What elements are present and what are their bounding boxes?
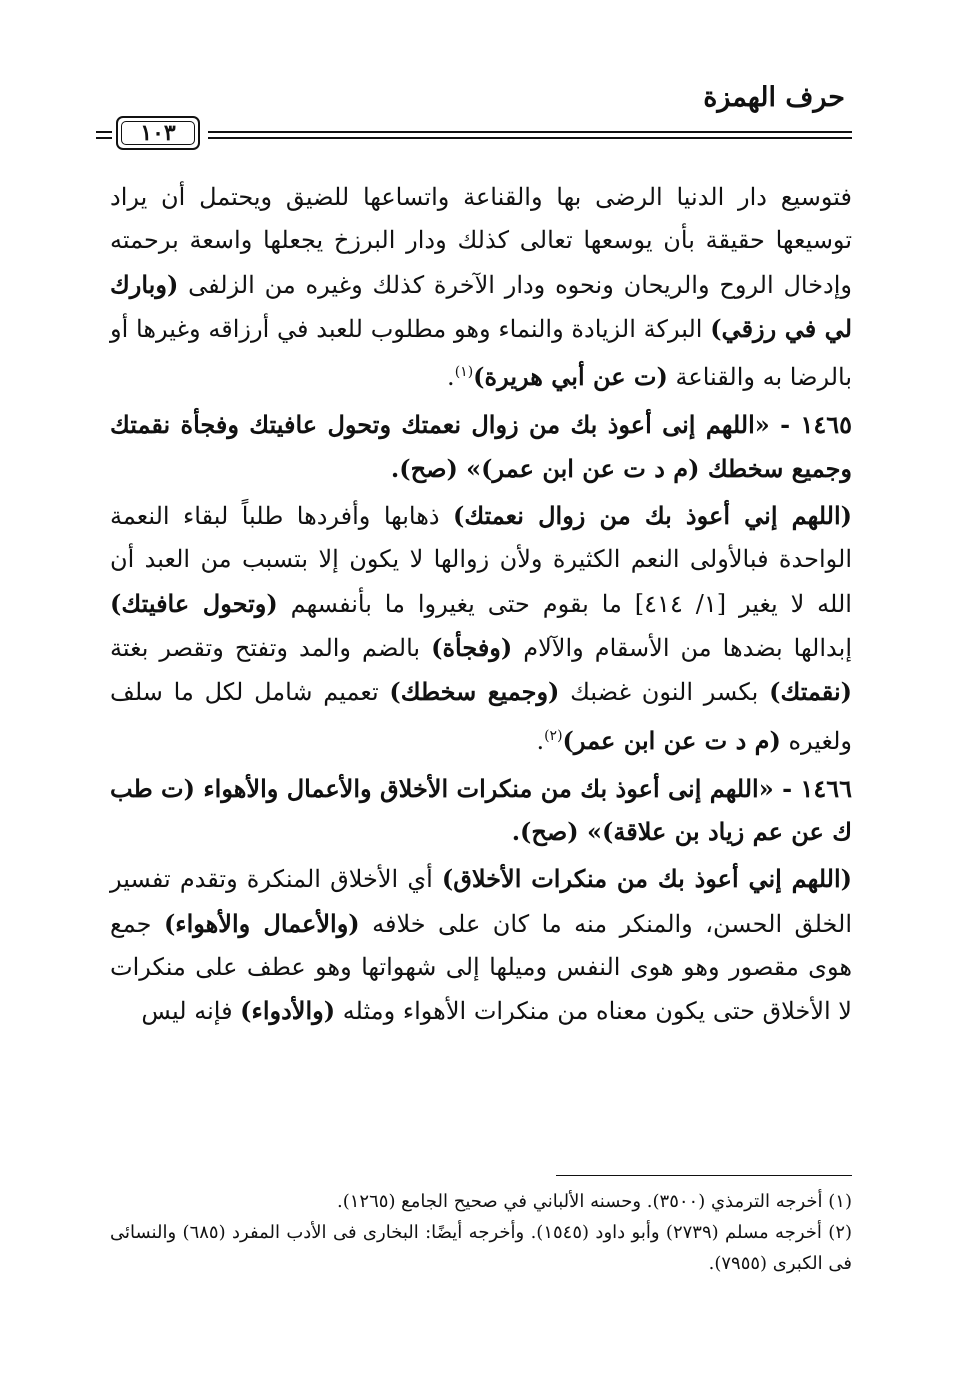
- footnote-2: (٢) أخرجه مسلم (٢٧٣٩) وأبو داود (١٥٤٥). وأخرجه أيضًا: البخارى فى الأدب المفرد (٦٨٥) والنسائى فى الكبرى (٧٩٥٥).: [110, 1222, 853, 1274]
- text-run: .: [536, 726, 545, 755]
- footnote-1: (١) أخرجه الترمذي (٣٥٠٠). وحسنه الألباني في صحيح الجامع (١٢٦٥).: [337, 1191, 852, 1212]
- footnote-marker[interactable]: (١): [454, 364, 474, 381]
- header-rule-left-top: [96, 131, 112, 133]
- hadith-1466: ١٤٦٦ - «اللهم إنى أعوذ بك من منكرات الأخلاق والأعمال والأهواء (ت طب ك عن عم زياد بن علاقة)» (صح).: [110, 773, 852, 847]
- text-run: إبدالها بضدها من الأسقام والآلام: [512, 633, 852, 662]
- quoted-phrase: (اللهم إني أعوذ بك من زوال نعمتك): [452, 501, 852, 531]
- source-citation: (م د ت عن ابن عمر): [562, 725, 781, 755]
- page-number-text: ١٠٣: [140, 120, 176, 146]
- text-run: بكسر النون غضبك: [559, 678, 770, 707]
- quoted-phrase: (نقمتك): [769, 677, 852, 707]
- header-rule-bottom: [208, 137, 852, 139]
- quoted-phrase: (وتحول عافيتك): [110, 588, 278, 618]
- text-run: بالضم والمد وتفتح وتقصر بغتة: [110, 633, 432, 662]
- header-rule-left-bottom: [96, 137, 112, 139]
- text-run: فإنه ليس: [141, 997, 241, 1026]
- quoted-phrase: (اللهم إني أعوذ بك من منكرات الأخلاق): [441, 864, 852, 894]
- quoted-phrase: (وبارك لي في رزقي): [110, 269, 852, 343]
- commentary-paragraph-2: [110, 494, 852, 763]
- running-title: حرف الهمزة: [703, 82, 845, 113]
- quoted-phrase: (وجميع سخطك): [389, 677, 560, 707]
- footnote-separator: [556, 1175, 852, 1176]
- text-run: .: [447, 363, 455, 392]
- source-citation: (ت عن أبي هريرة): [473, 362, 668, 392]
- text-run: البركة الزيادة والنماء وهو مطلوب للعبد في أرزاقه وغيرها أو بالرضا به والقناعة: [110, 314, 852, 392]
- text-run: أي الأخلاق المنكرة وتقدم تفسير الخلق الحسن، والمنكر منه ما كان على خلافه: [110, 865, 852, 938]
- header-rule: [96, 114, 852, 154]
- header-rule-top: [208, 131, 852, 133]
- text-run: فتوسيع دار الدنيا الرضى بها والقناعة واتساعها للضيق ويحتمل أن يراد توسيعها حقيقة بأن يوسعها تعالى كذلك ودار البرزخ يجعلها واسعة برحمته وإدخال الروح والريحان ونحوه ودار الآخرة كذلك وغيره من الزلفى: [110, 183, 852, 299]
- text-run: ذهابها وأفردها طلباً لبقاء النعمة الواحدة فبالأولى النعم الكثيرة ولأن زوالها لا يكون إلا بتسبب من العبد أن الله لا يغير [١/ ٤١٤] ما بقوم حتى يغيروا ما بأنفسهم: [110, 502, 852, 618]
- page-number: [116, 116, 200, 150]
- text-run: تعميم شامل لكل ما سلف ولغيره: [110, 678, 852, 755]
- footnote-marker[interactable]: (٢): [544, 727, 563, 744]
- quoted-phrase: (والأدواء): [240, 996, 336, 1026]
- quoted-phrase: (وفجأة): [431, 632, 513, 662]
- commentary-paragraph-1: [110, 176, 852, 399]
- quoted-phrase: (والأعمال والأهواء): [163, 908, 360, 938]
- footnotes: [110, 1186, 852, 1279]
- text-run: جمع هوى مقصور وهو هوى النفس وميلها إلى شهواتها وهو عطف على منكرات لا الأخلاق حتى يكون معناه من منكرات الأهواء ومثله: [110, 909, 852, 1026]
- hadith-1465: ١٤٦٥ - «اللهم إنى أعوذ بك من زوال نعمتك وتحول عافيتك وفجأة نقمتك وجميع سخطك (م د ت عن ابن عمر)» (صح).: [110, 410, 852, 483]
- commentary-paragraph-3: [110, 857, 852, 1033]
- main-text: [110, 176, 852, 1038]
